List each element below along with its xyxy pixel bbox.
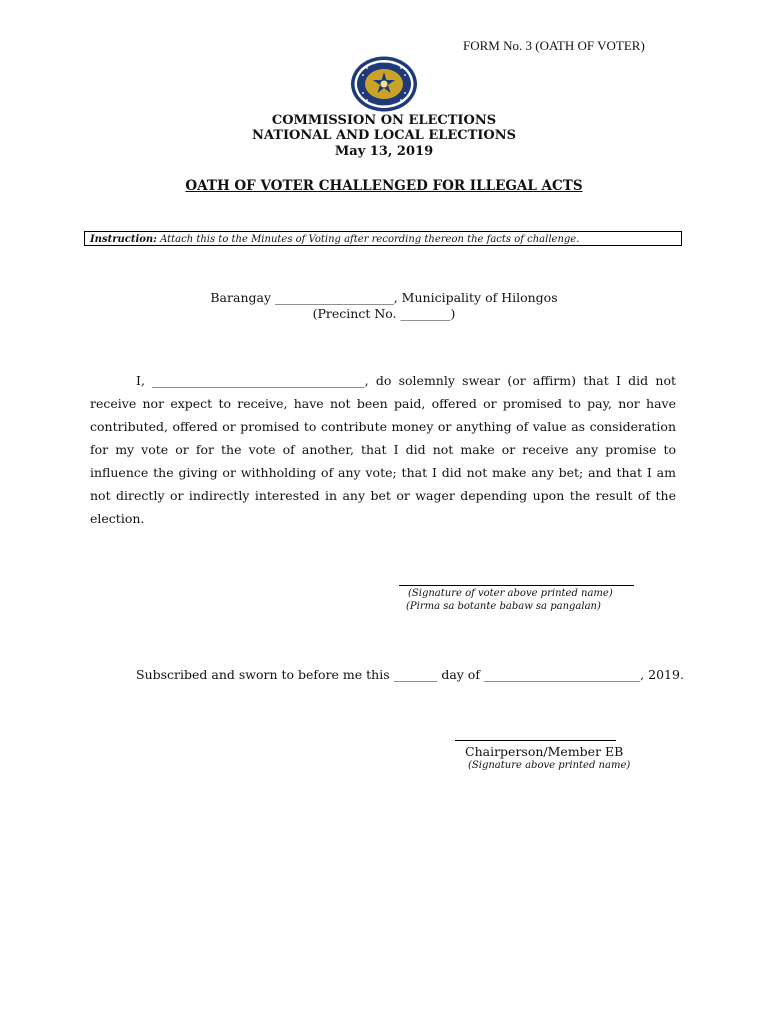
voter-signature-line [399, 585, 634, 586]
subscribed-sworn-line: Subscribed and sworn to before me this _______ day of _________________________, 2019. [136, 667, 684, 682]
comelec-seal-icon [349, 55, 419, 113]
election-name: NATIONAL AND LOCAL ELECTIONS [252, 128, 516, 143]
instruction-box [84, 231, 682, 246]
precinct-line: (Precinct No. ________) [312, 306, 456, 321]
document-title: OATH OF VOTER CHALLENGED FOR ILLEGAL ACTS [185, 178, 583, 194]
oath-text: I, __________________________________, do solemnly swear (or affirm) that I did not receive nor expect to receive, have not been paid, offered or promised to pay, nor have contributed, offered or promised to contribute money or anything of value as consideration for my vote or for the vote of another, that I did not make or receive any promise to influence the giving or withholding of any vote; that I did not make any bet; and that I am not directly or indirectly interested in any bet or wager depending upon the result of the election. [90, 373, 676, 526]
eb-signature-caption: (Signature above printed name) [468, 760, 631, 771]
instruction-text: Attach this to the Minutes of Voting after recording thereon the facts of challenge. [160, 234, 580, 245]
oath-paragraph [90, 369, 676, 530]
voter-signature-caption-filipino: (Pirma sa botante babaw sa pangalan) [406, 601, 601, 612]
eb-signatory-title: Chairperson/Member EB [465, 744, 624, 759]
election-date: May 13, 2019 [334, 144, 434, 159]
form-number: FORM No. 3 (OATH OF VOTER) [463, 38, 645, 53]
instruction-label: Instruction: [90, 234, 157, 245]
voter-signature-caption: (Signature of voter above printed name) [408, 588, 613, 599]
agency-name: COMMISSION ON ELECTIONS [271, 113, 497, 128]
eb-signature-line [455, 740, 616, 741]
barangay-line: Barangay ___________________, Municipality of Hilongos [210, 290, 558, 305]
